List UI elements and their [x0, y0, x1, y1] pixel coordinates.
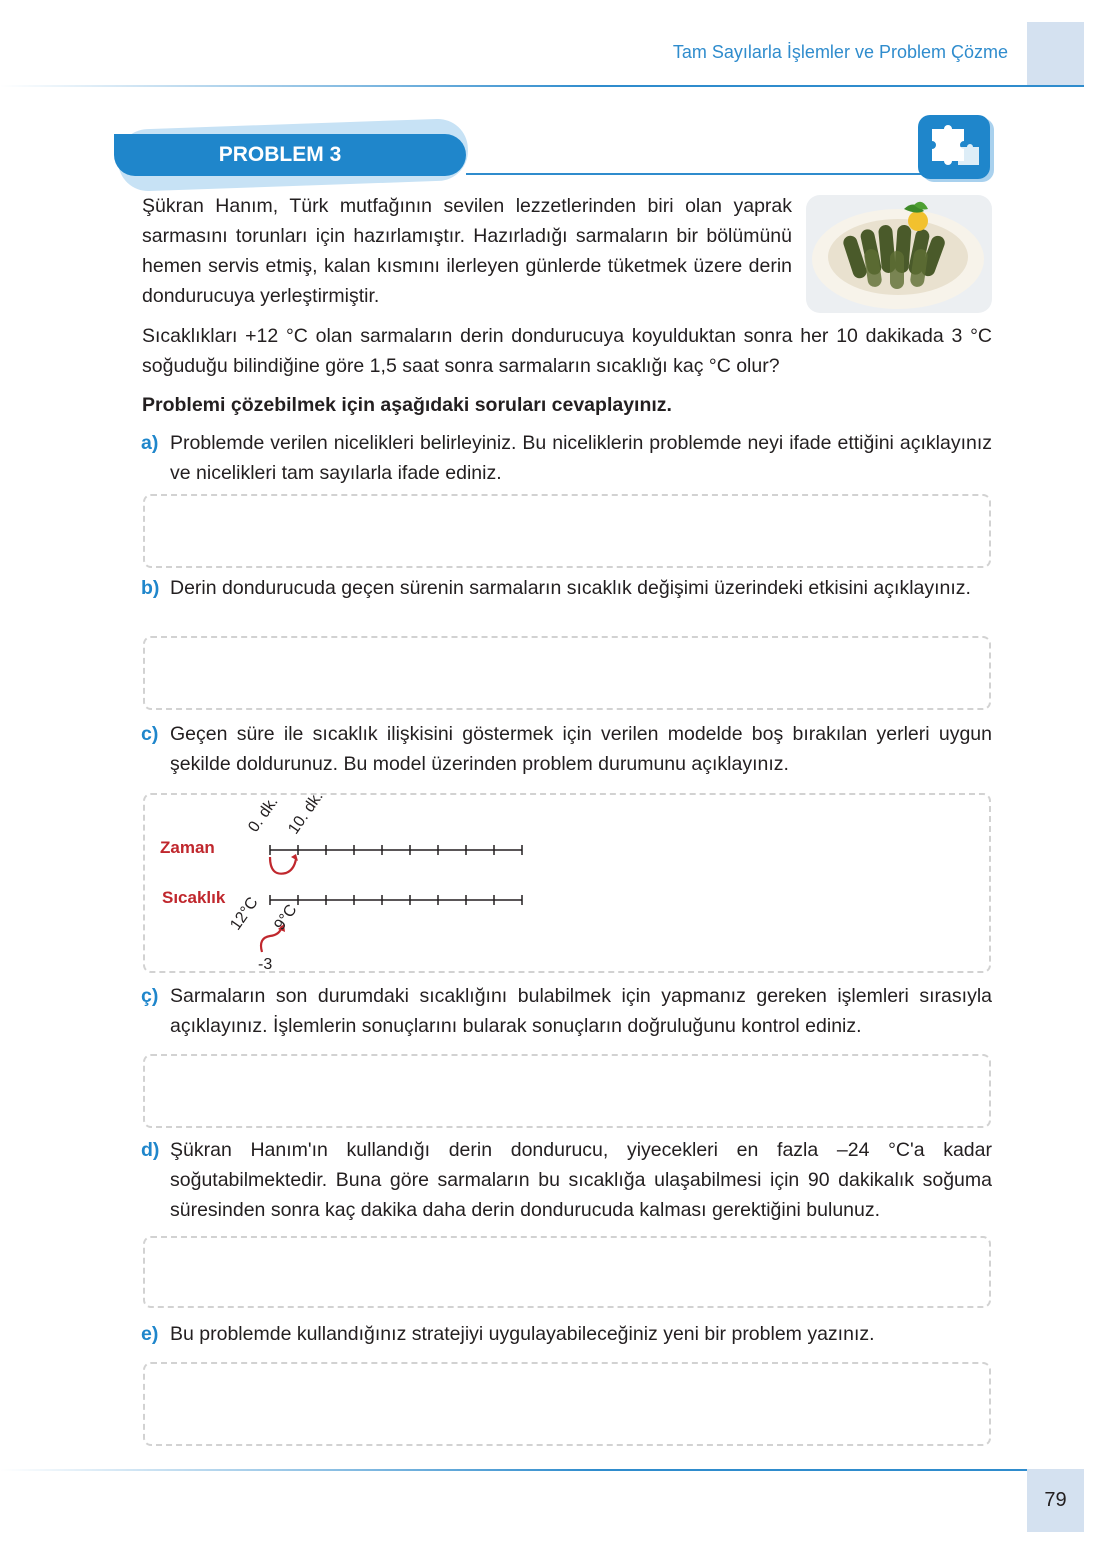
- question-c-cedilla-text: Sarmaların son durumdaki sıcaklığını bulabilmek için yapmanız gereken işlemleri sırasıyla açıklayınız. İşlemlerin sonuçlarını bularak sonuçların doğruluğunu kontrol ediniz.: [170, 985, 992, 1037]
- intro-paragraph: Şükran Hanım, Türk mutfağının sevilen lezzetlerinden biri olan yaprak sarmasını torunları için hazırlamıştır. Hazırladığı sarmaların bir bölümünü hemen servis etmiş, kalan kısmını ilerleyen günlerde tüketmek üzere derin dondurucuya yerleştirmiştir.: [142, 195, 792, 307]
- question-d-text: Şükran Hanım'ın kullandığı derin dondurucu, yiyecekleri en fazla –24 °C'a kadar soğutabilmektedir. Buna göre sarmaların bu sıcaklığa ulaşabilmesi için 90 dakikalık soğuma süresinden sonra kaç dakika daha derin dondurucuda kalması gerektiğini bulunuz.: [170, 1139, 992, 1221]
- answer-box-e[interactable]: [143, 1362, 991, 1446]
- page-number: 79: [1027, 1469, 1084, 1532]
- temp-row-label: Sıcaklık: [162, 888, 226, 907]
- time-arrow-head: [291, 854, 298, 861]
- question-b-text: Derin dondurucuda geçen sürenin sarmaların sıcaklık değişimi üzerindeki etkisini açıklayınız.: [170, 577, 971, 599]
- time-row-label: Zaman: [160, 838, 215, 857]
- answer-box-b[interactable]: [143, 636, 991, 710]
- question-a-text: Problemde verilen nicelikleri belirleyiniz. Bu niceliklerin problemde neyi ifade ettiğini açıklayınız ve nicelikleri tam sayılarla ifade ediniz.: [170, 432, 992, 484]
- answer-box-a[interactable]: [143, 494, 991, 568]
- temp-tick-label-1: 9°C: [271, 901, 301, 934]
- answer-box-c-cedilla[interactable]: [143, 1054, 991, 1128]
- time-arrow: [270, 857, 296, 874]
- question-c-letter: c): [141, 723, 159, 745]
- time-tick-label-0: 0. dk.: [245, 793, 282, 836]
- instruction-heading: Problemi çözebilmek için aşağıdaki soruları cevaplayınız.: [142, 394, 672, 416]
- running-header: Tam Sayılarla İşlemler ve Problem Çözme: [672, 42, 1008, 62]
- temp-tick-label-0: 12°C: [227, 894, 262, 934]
- question-a-letter: a): [141, 432, 159, 454]
- problem-banner: PROBLEM 3: [114, 134, 466, 176]
- question-c-cedilla-letter: ç): [141, 985, 159, 1007]
- number-line-model: [250, 830, 540, 960]
- temp-change-label: -3: [258, 956, 273, 973]
- question-e-letter: e): [141, 1323, 159, 1345]
- question-c-text: Geçen süre ile sıcaklık ilişkisini göstermek için verilen modelde boş bırakılan yerleri uygun şekilde doldurunuz. Bu model üzerinden problem durumunu açıklayınız.: [170, 723, 992, 775]
- footer-divider: [0, 1469, 1084, 1471]
- time-tick-label-1: 10. dk.: [285, 788, 327, 838]
- banner-divider: [466, 173, 926, 175]
- temp-arrow: [261, 926, 282, 952]
- question-d-letter: d): [141, 1139, 160, 1161]
- puzzle-icon: [918, 115, 990, 179]
- problem-statement: Sıcaklıkları +12 °C olan sarmaların derin dondurucuya koyulduktan sonra her 10 dakikada 3 °C soğuduğu bilindiğine göre 1,5 saat sonra sarmaların sıcaklığı kaç °C olur?: [142, 325, 992, 377]
- header-tab: [1027, 22, 1084, 85]
- dolma-photo: [806, 195, 992, 313]
- question-b-letter: b): [141, 577, 160, 599]
- question-e-text: Bu problemde kullandığınız stratejiyi uygulayabileceğiniz yeni bir problem yazınız.: [170, 1323, 875, 1345]
- answer-box-d[interactable]: [143, 1236, 991, 1308]
- header-divider: [0, 85, 1084, 87]
